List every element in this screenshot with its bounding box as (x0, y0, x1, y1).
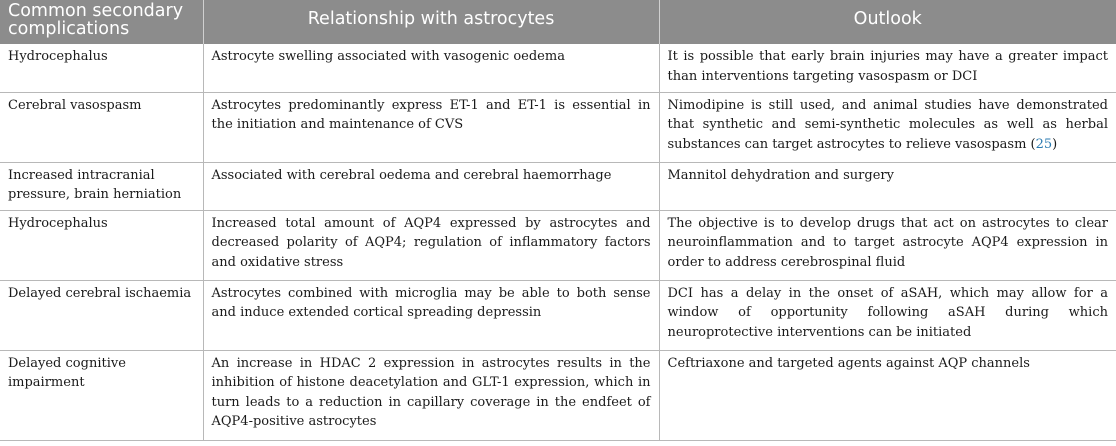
complication-cell: Delayed cognitive impairment (0, 350, 203, 440)
header-outlook: Outlook (659, 0, 1116, 44)
table-row (0, 162, 1116, 210)
outlook-cell: It is possible that early brain injuries may have a greater impact than interventions targeting vasospasm or DCI (659, 44, 1116, 92)
complication-cell: Cerebral vasospasm (0, 92, 203, 162)
header-relationship: Relationship with astrocytes (203, 0, 659, 44)
outlook-text-end: ) (1052, 136, 1058, 152)
relationship-cell: Increased total amount of AQP4 expressed by astrocytes and decreased polarity of AQP4; regulation of inflammatory factors and oxidative stress (203, 210, 659, 280)
header-row (0, 0, 1116, 44)
relationship-cell: An increase in HDAC 2 expression in astrocytes results in the inhibition of histone deacetylation and GLT-1 expression, which in turn leads to a reduction in capillary coverage in the endfeet of AQP4-positive astrocytes (203, 350, 659, 440)
table-row (0, 350, 1116, 440)
complication-cell: Hydrocephalus (0, 44, 203, 92)
complication-cell: Hydrocephalus (0, 210, 203, 280)
relationship-cell: Astrocyte swelling associated with vasogenic oedema (203, 44, 659, 92)
table-row (0, 280, 1116, 350)
relationship-cell: Astrocytes combined with microglia may be able to both sense and induce extended cortical spreading depressin (203, 280, 659, 350)
relationship-cell: Associated with cerebral oedema and cerebral haemorrhage (203, 162, 659, 210)
outlook-cell: The objective is to develop drugs that act on astrocytes to clear neuroinflammation and to target astrocyte AQP4 expression in order to address cerebrospinal fluid (659, 210, 1116, 280)
table-row (0, 44, 1116, 92)
citation-link[interactable]: 25 (1035, 136, 1053, 152)
relationship-cell: Astrocytes predominantly express ET-1 and ET-1 is essential in the initiation and maintenance of CVS (203, 92, 659, 162)
outlook-cell: Mannitol dehydration and surgery (659, 162, 1116, 210)
outlook-cell: DCI has a delay in the onset of aSAH, which may allow for a window of opportunity following aSAH during which neuroprotective interventions can be initiated (659, 280, 1116, 350)
outlook-text: Nimodipine is still used, and animal studies have demonstrated that synthetic and semi-synthetic molecules as well as herbal substances can target astrocytes to relieve vasospasm ( (667, 97, 1108, 152)
table-row (0, 210, 1116, 280)
outlook-cell: Ceftriaxone and targeted agents against AQP channels (659, 350, 1116, 440)
outlook-cell (659, 92, 1116, 162)
header-complications: Common secondary complications (0, 0, 203, 44)
table-row (0, 92, 1116, 162)
complication-cell: Delayed cerebral ischaemia (0, 280, 203, 350)
complication-cell: Increased intracranial pressure, brain herniation (0, 162, 203, 210)
